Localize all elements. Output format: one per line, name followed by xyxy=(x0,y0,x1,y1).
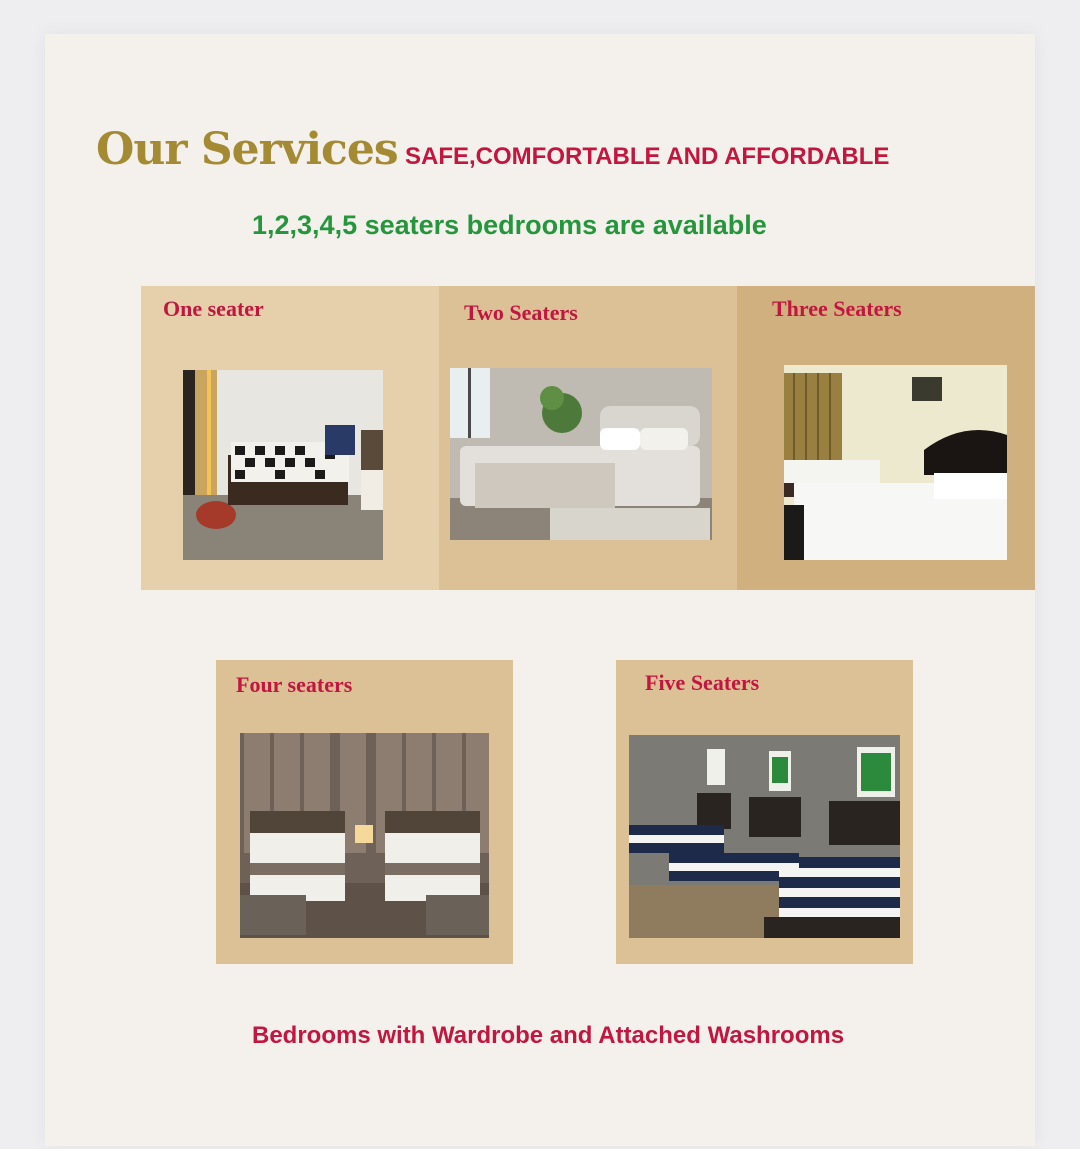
room-label-five-seaters: Five Seaters xyxy=(645,670,760,695)
room-label-two-seaters: Two Seaters xyxy=(464,300,578,325)
five-bed-room-photo xyxy=(629,735,900,938)
single-bed-room-photo xyxy=(183,370,383,560)
room-label-one-seater: One seater xyxy=(163,296,264,321)
four-bed-room-photo xyxy=(240,733,489,938)
room-label-four-seaters: Four seaters xyxy=(236,672,353,697)
services-page xyxy=(45,34,1035,1146)
room-label-three-seaters: Three Seaters xyxy=(772,296,902,321)
tagline: SAFE,COMFORTABLE AND AFFORDABLE xyxy=(405,143,890,170)
double-bed-room-photo xyxy=(450,368,712,540)
three-bed-room-photo xyxy=(784,365,1007,560)
availability-text: 1,2,3,4,5 seaters bedrooms are available xyxy=(252,210,767,240)
page-title: Our Services xyxy=(96,124,398,175)
footer-note: Bedrooms with Wardrobe and Attached Washrooms xyxy=(252,1022,845,1049)
